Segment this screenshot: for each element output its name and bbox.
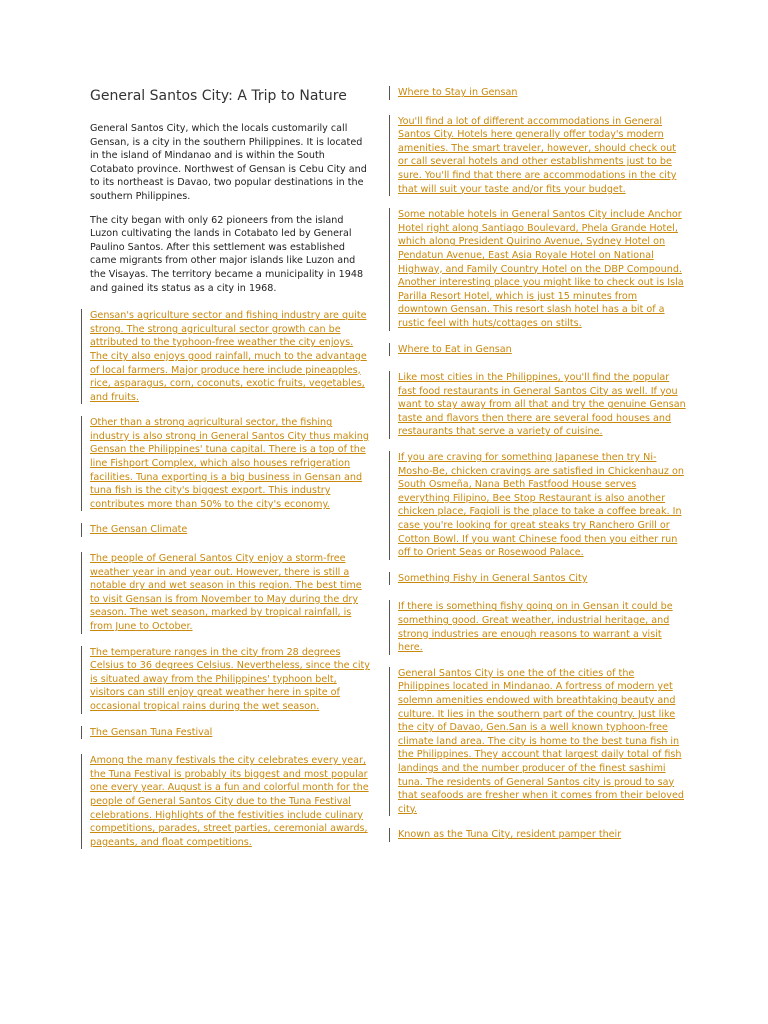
tuna-city-paragraph-text: Known as the Tuna City, resident pamper their bbox=[398, 829, 622, 841]
eat-paragraph-2-text: If you are craving for something Japanese then try Ni-Mosho-Be, chicken cravings are satisfied in Chickenhauz on South Osmeña, Nana Beth Fastfood House serves everything Filipino, Bee Stop Restaurant is also another chicken place, Fagioli is the place to take a coffee break. In case you're looking for great steaks try Ranchero Grill or Cotton Bowl. If you want Chinese food then you either run off to Orient Seas or Rosewood Palace. bbox=[398, 452, 684, 559]
agriculture-paragraph-1-text: Gensan's agriculture sector and fishing industry are quite strong. The strong agricultural sector growth can be attributed to the typhoon-free weather the city enjoys. The city also enjoys good rainfall, much to the advantage of local farmers. Major produce here include pineapples, rice, asparagus, corn, coconuts, exotic fruits, vegetables, and fruits. bbox=[90, 310, 367, 403]
agriculture-paragraph-1[interactable] bbox=[81, 309, 370, 404]
festival-heading[interactable] bbox=[81, 726, 370, 740]
agriculture-paragraph-2-text: Other than a strong agricultural sector, the fishing industry is also strong in General Santos City thus making Gensan the Philippines' tuna capital. There is a top of the line Fishport Complex, which also houses refrigeration facilities. Tuna exporting is a big business in Gensan and tuna fish is the city's biggest export. This industry contributes more than 50% to the city's economy. bbox=[90, 417, 369, 510]
eat-paragraph-1[interactable] bbox=[389, 371, 688, 439]
eat-heading[interactable] bbox=[389, 343, 688, 357]
climate-heading-text: The Gensan Climate bbox=[90, 524, 188, 536]
tuna-city-paragraph[interactable] bbox=[389, 828, 688, 842]
climate-heading[interactable] bbox=[81, 523, 370, 537]
stay-paragraph-2-text: Some notable hotels in General Santos City include Anchor Hotel right along Santiago Boulevard, Phela Grande Hotel, which along President Quirino Avenue, Sydney Hotel on Pendatun Avenue, East Asia Royale Hotel on National Highway, and Family Country Hotel on the DBP Compound. Another interesting place you might like to check out is Isla Parilla Resort Hotel, which is just 15 minutes from downtown Gensan. This resort slash hotel has a bit of a rustic feel with huts/cottages on stilts. bbox=[398, 209, 684, 329]
eat-paragraph-1-text: Like most cities in the Philippines, you'll find the popular fast food restaurants in General Santos City as well. If you want to stay away from all that and try the genuine Gensan taste and flavors then there are several food houses and restaurants that serve a variety of cuisine. bbox=[398, 372, 686, 438]
page-title: General Santos City: A Trip to Nature bbox=[90, 88, 347, 104]
climate-paragraph-1-text: The people of General Santos City enjoy a storm-free weather year in and year out. However, there is still a notable dry and wet season in this region. The best time to visit Gensan is from November to May during the dry season. The wet season, marked by tropical rainfall, is from June to October. bbox=[90, 553, 362, 632]
intro-paragraph-2: The city began with only 62 pioneers from the island Luzon cultivating the lands in Cotabato led by General Paulino Santos. After this settlement was established came migrants from other major islands like Luzon and the Visayas. The territory became a municipality in 1948 and gained its status as a city in 1968. bbox=[90, 214, 364, 294]
eat-paragraph-2[interactable] bbox=[389, 451, 688, 560]
climate-paragraph-2[interactable] bbox=[81, 646, 370, 714]
fishy-heading[interactable] bbox=[389, 572, 688, 586]
stay-heading[interactable] bbox=[389, 86, 688, 100]
stay-heading-text: Where to Stay in Gensan bbox=[398, 87, 518, 98]
intro-paragraph-1: General Santos City, which the locals customarily call Gensan, is a city in the southern Philippines. It is located in the island of Mindanao and is within the South Cotabato province. Northwest of Gensan is Cebu City and to its northeast is Davao, two popular destinations in the southern Philippines. bbox=[90, 123, 367, 202]
festival-paragraph-1[interactable] bbox=[81, 754, 370, 849]
fishy-heading-text: Something Fishy in General Santos City bbox=[398, 572, 588, 584]
right-column bbox=[398, 86, 688, 852]
fishy-paragraph-2[interactable] bbox=[389, 667, 688, 817]
left-column bbox=[90, 88, 370, 861]
fishy-paragraph-1-text: If there is something fishy going on in Gensan it could be something good. Great weather, industrial heritage, and strong industries are enough reasons to warrant a visit here. bbox=[398, 601, 673, 654]
climate-paragraph-1[interactable] bbox=[81, 552, 370, 634]
climate-paragraph-2-text: The temperature ranges in the city from 28 degrees Celsius to 36 degrees Celsius. Nevertheless, since the city is situated away from the Philippines' typhoon belt, visitors can still enjoy great weather here in spite of occasional tropical rains during the wet season. bbox=[90, 646, 370, 712]
agriculture-paragraph-2[interactable] bbox=[81, 416, 370, 511]
festival-paragraph-1-text: Among the many festivals the city celebrates every year, the Tuna Festival is probably its biggest and most popular one every year. August is a fun and colorful month for the people of General Santos City due to the Tuna Festival celebrations. Highlights of the festivities include culinary competitions, parades, street parties, ceremonial awards, pageants, and float competitions. bbox=[90, 755, 369, 848]
stay-paragraph-1-text: You'll find a lot of different accommodations in General Santos City. Hotels here generally offer today's modern amenities. The smart traveler, however, should check out or call several hotels and other establishments just to be sure. You'll find that there are accommodations in the city that will suit your taste and/or fits your budget. bbox=[398, 115, 677, 195]
festival-heading-text: The Gensan Tuna Festival bbox=[90, 726, 213, 738]
stay-paragraph-1[interactable] bbox=[389, 115, 688, 197]
fishy-paragraph-2-text: General Santos City is one the of the cities of the Philippines located in Mindanao. A fortress of modern yet solemn amenities endowed with breathtaking beauty and culture. It lies in the southern part of the country. Just like the city of Davao, Gen.San is a well known typhoon-free climate land area. The city is home to the best tuna fish in the Philippines. They account that largest daily total of fish landings and the number producer of the finest sashimi tuna. The residents of General Santos city is proud to say that seafoods are fresher when it comes from their beloved city. bbox=[398, 667, 684, 815]
fishy-paragraph-1[interactable] bbox=[389, 600, 688, 654]
eat-heading-text: Where to Eat in Gensan bbox=[398, 343, 512, 355]
stay-paragraph-2[interactable] bbox=[389, 208, 688, 330]
